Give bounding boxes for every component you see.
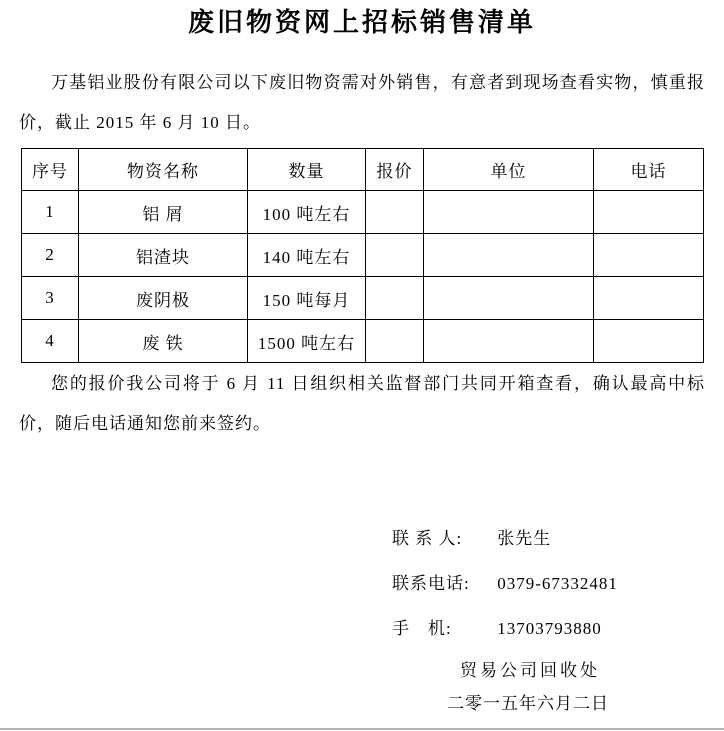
cell-quantity: 140 吨左右	[248, 234, 366, 277]
cell-no: 4	[22, 320, 79, 363]
cell-quantity: 1500 吨左右	[248, 320, 366, 363]
cell-quantity: 150 吨每月	[248, 277, 366, 320]
cell-phone	[594, 191, 704, 234]
document-page	[0, 6, 724, 717]
page-bottom-rule	[0, 728, 724, 730]
cell-phone	[594, 277, 704, 320]
contact-person-line	[392, 516, 705, 561]
cell-phone	[594, 320, 704, 363]
header-phone: 电话	[594, 149, 704, 191]
cell-no: 2	[22, 234, 79, 277]
cell-no: 1	[22, 191, 79, 234]
table-header-row	[22, 149, 704, 191]
contact-phone-line	[392, 561, 705, 606]
cell-no: 3	[22, 277, 79, 320]
contact-mobile-line	[392, 606, 705, 651]
header-material-name: 物资名称	[79, 149, 248, 191]
cell-quote	[366, 191, 424, 234]
intro-paragraph: 万基铝业股份有限公司以下废旧物资需对外销售，有意者到现场查看实物，慎重报价，截止 2015 年 6 月 10 日。	[19, 73, 705, 132]
cell-phone	[594, 234, 704, 277]
document-title: 废旧物资网上招标销售清单	[187, 8, 536, 37]
cell-unit	[424, 320, 594, 363]
table-row	[22, 277, 704, 320]
header-quote: 报价	[366, 149, 424, 191]
cell-quantity: 100 吨左右	[248, 191, 366, 234]
cell-material-name: 铝渣块	[79, 234, 248, 277]
table-row	[22, 191, 704, 234]
cell-quote	[366, 277, 424, 320]
header-unit: 单位	[424, 149, 594, 191]
cell-unit	[424, 191, 594, 234]
cell-unit	[424, 277, 594, 320]
contact-person-value: 张先生	[497, 529, 552, 548]
document-date: 二零一五年六月二日	[447, 694, 609, 713]
notice-paragraph: 您的报价我公司将于 6 月 11 日组织相关监督部门共同开箱查看，确认最高中标价，随后电话通知您前来签约。	[19, 374, 705, 433]
cell-material-name: 废阴极	[79, 277, 248, 320]
signature-department: 贸易公司回收处	[460, 661, 600, 680]
contact-block	[392, 516, 705, 651]
contact-mobile-value: 13703793880	[497, 619, 602, 638]
materials-table	[21, 148, 704, 363]
contact-phone-value: 0379-67332481	[497, 574, 618, 593]
header-no: 序号	[22, 149, 79, 191]
contact-mobile-label: 手 机:	[392, 619, 452, 638]
header-quantity: 数量	[248, 149, 366, 191]
table-row	[22, 320, 704, 363]
cell-unit	[424, 234, 594, 277]
cell-quote	[366, 320, 424, 363]
cell-material-name: 废 铁	[79, 320, 248, 363]
cell-quote	[366, 234, 424, 277]
cell-material-name: 铝 屑	[79, 191, 248, 234]
table-row	[22, 234, 704, 277]
contact-person-label: 联 系 人:	[392, 529, 463, 548]
contact-phone-label: 联系电话:	[392, 574, 470, 593]
